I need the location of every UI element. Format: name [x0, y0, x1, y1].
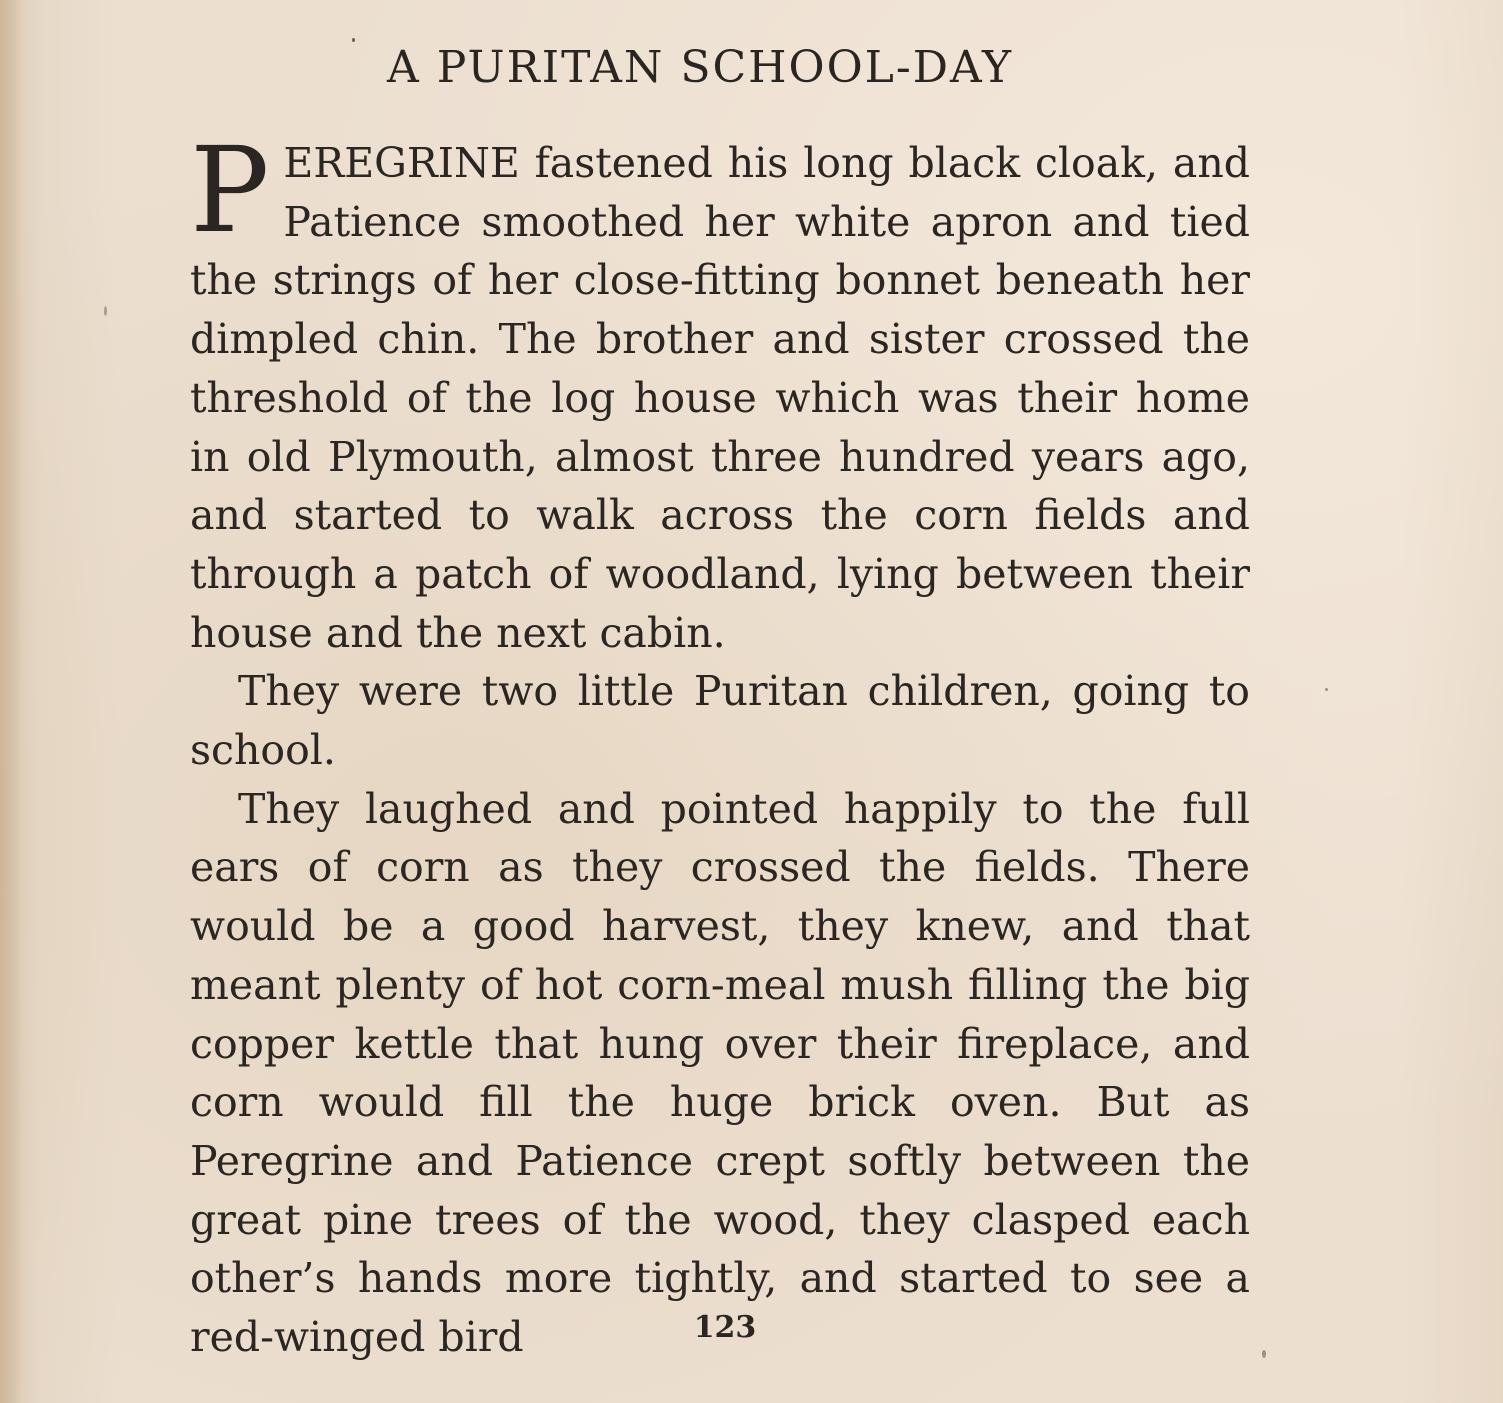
chapter-title: A PURITAN SCHOOL-DAY — [386, 42, 1014, 93]
paper-speck — [104, 306, 107, 316]
paper-speck — [352, 38, 355, 42]
paper-speck — [1325, 688, 1328, 691]
paragraph-2: They were two little Puritan children, going to school. — [190, 667, 1250, 775]
page-number: 123 — [693, 1310, 757, 1345]
paper-speck — [1262, 1350, 1266, 1358]
paragraph-3: They laughed and pointed happily to the full ears of corn as they crossed the fields. There would be a good harvest, they knew, and that meant plenty of hot corn-meal mush filling the big copper kettle that hung over their fireplace, and corn would fill the huge brick oven. But as Peregrine and Patience crept softly between the great pine trees of the wood, they clasped each other’s hands more tightly, and started to see a red-winged bird — [190, 784, 1250, 1362]
page-gutter-shadow — [0, 0, 22, 1403]
paragraph-1-text: EREGRINE fastened his long black cloak, and Patience smoothed her white apron and tied the strings of her close-fitting bonnet beneath her dimpled chin. The brother and sister crossed the threshold of the log house which was their home in old Plymouth, almost three hundred years ago, and started to walk across the corn fields and through a patch of woodland, lying between their house and the next cabin. — [190, 139, 1250, 657]
drop-cap: P — [190, 121, 270, 259]
body-text — [190, 121, 1250, 1367]
paragraph-1 — [190, 121, 1250, 662]
